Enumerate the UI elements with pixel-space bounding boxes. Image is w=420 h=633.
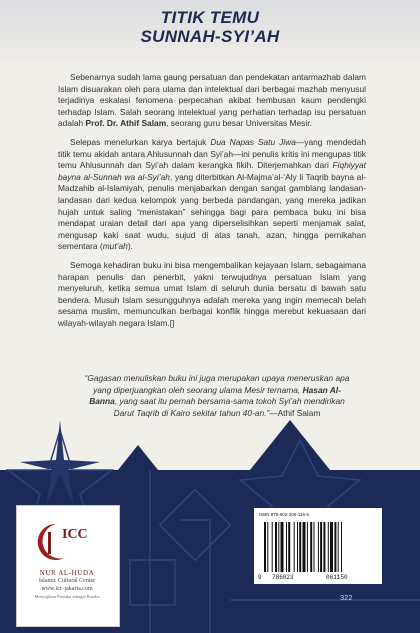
author-name: Prof. Dr. Athif Salam [85, 118, 167, 129]
synopsis-paragraph-3: Semoga kehadiran buku ini bisa mengembalikan kejayaan Islam, sebagaimana harapan penulis dan penerbit, yakni terwujudnya persatuan Islam yang menyeluruh, ketika semua umat Islam di seluruh dunia bersatu di bawah satu bendera. Musuh Islam sesungguhnya adalah mereka yang ingin memecah belah sesama muslim, memunculkan berbagai konflik hingga merebut kekuasaan dari wilayah-wilayah negara Islam.[] [58, 259, 366, 328]
barcode-bar [341, 522, 342, 572]
barcode-bar [294, 522, 295, 572]
barcode-bar [320, 522, 322, 572]
icc-logo-text: ICC [62, 527, 88, 542]
barcode-bar [303, 522, 306, 572]
quote-text-1: “Gagasan menuliskan buku ini juga merupakan upaya meneruskan apa yang diperjuangkan oleh seorang ulama Mesir ternama, [84, 373, 350, 395]
barcode-bar [334, 522, 336, 572]
title-line-1: TITIK TEMU [160, 8, 260, 27]
para2-part: —yang mendedah titik temu akidah antara Ahlusunnah dan Syi’ah—ini penulis kritis ini mengupas titik temu Ahlusunnah dan Syi’ah dalam kerangka fikih. Diterjemahkan dari [58, 136, 366, 171]
barcode-digits-middle: 786023 [272, 574, 294, 581]
barcode-bar [272, 522, 273, 572]
barcode-bars [262, 522, 376, 572]
barcode-bar [278, 522, 279, 572]
barcode-bar [275, 522, 277, 572]
barcode-bar [318, 522, 319, 572]
publisher-website: www.icc-jakarta.com [41, 586, 93, 592]
isbn-label: ISBN 978-602-306-116-6 [259, 512, 309, 517]
para1-part: Sebenarnya sudah lama gaung persatuan dan pendekatan antarmazhab dalam Islam disuarakan oleh para ulama dan intelektual dari berbagai mazhab menyusul terjadinya eskalasi fenomena perpecahan akibat hembusan kaum pendengki terhadap Islam. Salah seorang intelektual yang perhatian terhadap isu persatuan adalah [58, 72, 366, 129]
original-title: Fiqhiyyat bayna al-Sunnah wa al-Syi’ah [58, 160, 366, 182]
term-mutah: mut’ah [102, 241, 128, 252]
para2-part: , yang diterbitkan Al-Majma’al-‘Aly li Taqrib bayna al-Madzahib al-Islamiyah, penulis menjabarkan dengan sangat gamblang landasan-landasan dari kedua kelompok yang berbeda pandangan, yang mereka jadikan hujah untuk saling “menistakan” sehingga bagi para pembaca buku ini bisa mendapat uraian detail dari apa yang diperselisihkan seperti menjamak salat, mengusap kaki saat wudu, sujud di atas tanah, azan, hingga pernikahan sementara ( [58, 171, 366, 252]
barcode-digits-last: 061150 [326, 574, 348, 581]
book-reference: Dua Napas Satu Jiwa [210, 136, 296, 147]
barcode-bar [330, 522, 333, 572]
publisher-tagline: Menyajikan Pustaka sebagai Pusaka [34, 594, 100, 599]
barcode-digit-first: 9 [258, 574, 262, 581]
barcode-bar [328, 522, 329, 572]
barcode-bar [299, 522, 301, 572]
quote-author: —Athif Salam [269, 407, 321, 418]
barcode-bar [338, 522, 339, 572]
barcode-bar [264, 522, 266, 572]
barcode-bar [307, 522, 308, 572]
barcode-bar [286, 522, 287, 572]
page-number: 322 [340, 593, 353, 602]
publisher-subtitle: Islamic Cultural Center [38, 578, 96, 584]
barcode-bar [323, 522, 325, 572]
barcode-bar [297, 522, 298, 572]
publisher-logo-box [16, 505, 120, 627]
title-line-2: SUNNAH-SYI’AH [140, 27, 280, 46]
barcode-bar [310, 522, 312, 572]
barcode-bar [267, 522, 268, 572]
barcode-bar [314, 522, 315, 572]
barcode-bar [288, 522, 290, 572]
quote-text-2: , yang saat itu pernah bersama-sama tokoh Syi’ah mendirikan Darut Taqrib di Kairo sekitar tahun 40-an.” [113, 396, 345, 418]
para2-part: ). [127, 241, 133, 252]
barcode-bar [281, 522, 284, 572]
quote-highlight-name: Hasan Al-Banna [89, 384, 341, 407]
publisher-name: NUR AL-HUDA [39, 569, 95, 577]
para2-part: Selepas menelurkan karya bertajuk [70, 136, 211, 147]
para1-part: , seorang guru besar Universitas Mesir. [166, 118, 312, 129]
